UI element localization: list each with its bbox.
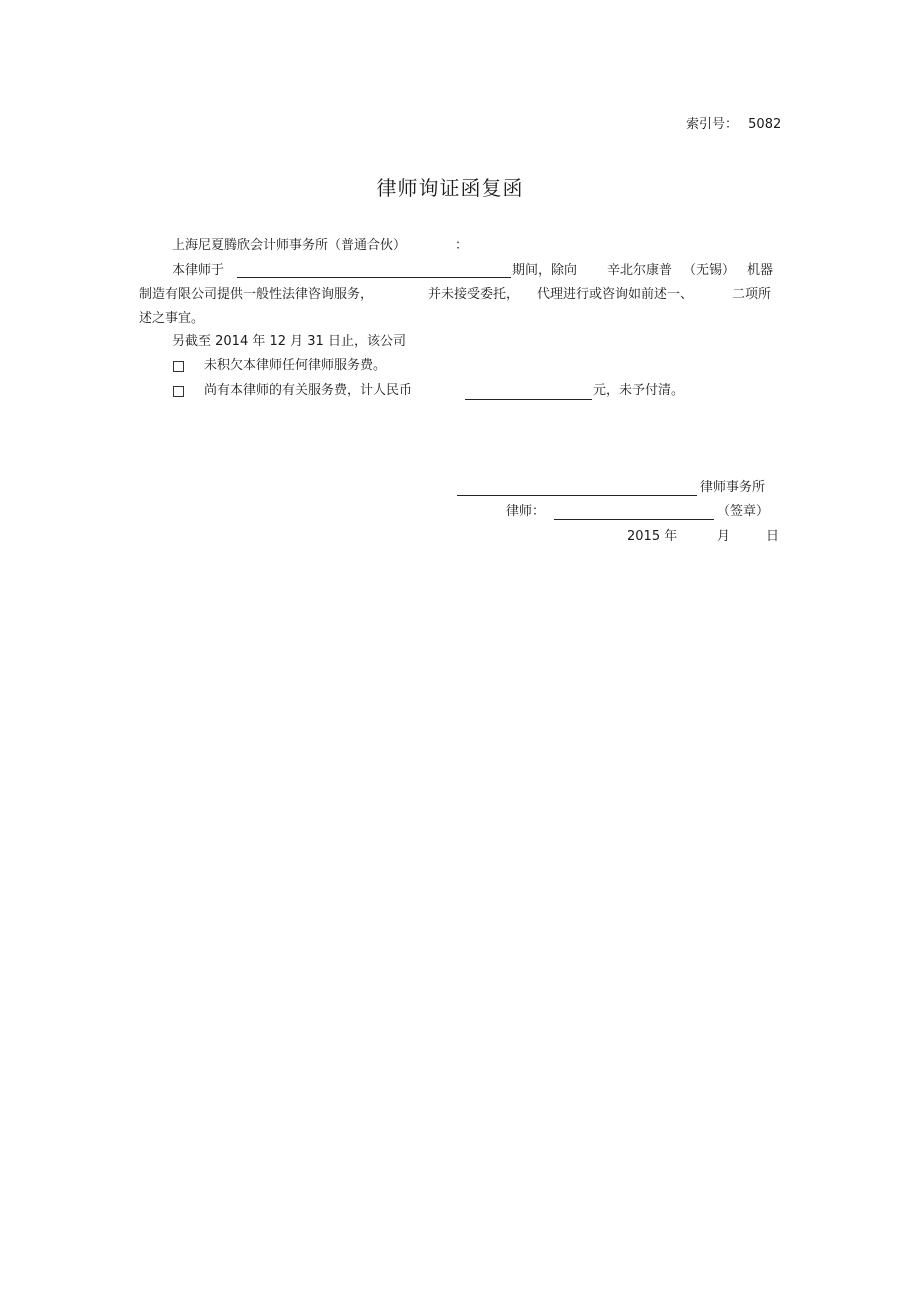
law-firm-label: 律师事务所 xyxy=(700,480,766,495)
index-value: 5082 xyxy=(748,117,782,132)
index-label: 索引号： xyxy=(686,117,739,132)
para1-line3: 述之事宜。 xyxy=(139,311,205,326)
salutation-recipient: 上海尼夏腾欣会计师事务所（普通合伙） xyxy=(172,238,407,253)
cutoff-statement: 另截至 2014 年 12 月 31 日止，该公司 xyxy=(172,334,406,349)
para1-line2-c: 代理进行或咨询如前述一、 xyxy=(537,287,694,302)
option-no-arrears-text: 未积欠本律师任何律师服务费。 xyxy=(204,358,387,373)
seal-label: （签章） xyxy=(717,504,770,519)
para1-start: 本律师于 xyxy=(172,263,225,278)
checkbox-no-arrears[interactable] xyxy=(173,361,184,372)
para1-line2-d: 二项所 xyxy=(732,287,772,302)
para1-line2-a: 制造有限公司提供一般性法律咨询服务， xyxy=(139,287,374,302)
period-blank-line xyxy=(237,277,511,278)
para1-line2-b: 并未接受委托， xyxy=(428,287,520,302)
firm-name-line xyxy=(457,495,697,496)
salutation-colon: ： xyxy=(455,238,469,253)
lawyer-signature-line xyxy=(554,519,714,520)
option-outstanding-prefix: 尚有本律师的有关服务费，计人民币 xyxy=(204,383,413,398)
option-outstanding-suffix: 元，未予付清。 xyxy=(593,383,685,398)
index-number-label xyxy=(686,117,781,133)
date-year: 2015 年 xyxy=(627,529,678,544)
amount-blank-line xyxy=(465,399,592,400)
document-title: 律师询证函复函 xyxy=(376,176,524,200)
para1-period: 期间，除向 xyxy=(512,263,578,278)
para1-paren: （无锡） xyxy=(683,263,736,278)
para1-company: 辛北尔康普 xyxy=(607,263,673,278)
para1-end: 机器 xyxy=(747,263,774,278)
date-month: 月 xyxy=(717,529,731,544)
checkbox-outstanding-fees[interactable] xyxy=(173,386,184,397)
lawyer-label: 律师： xyxy=(506,504,546,519)
date-day: 日 xyxy=(766,529,780,544)
